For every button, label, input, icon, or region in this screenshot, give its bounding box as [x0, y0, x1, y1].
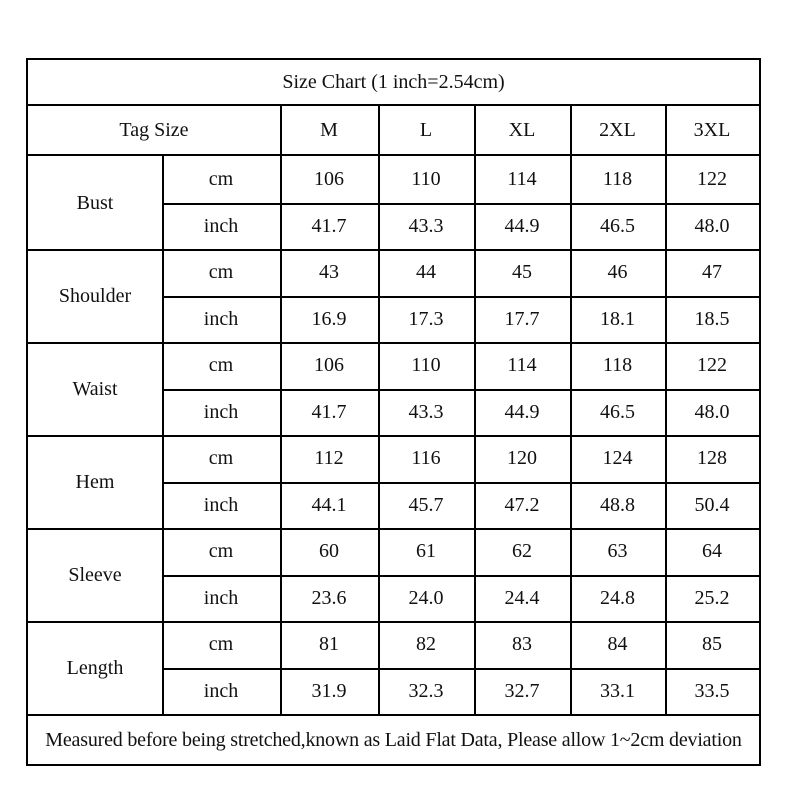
tag-size-label: Tag Size: [119, 119, 189, 141]
unit-label-cm: cm: [208, 261, 234, 284]
table-title: Size Chart (1 inch=2.54cm): [282, 71, 505, 93]
value-cell: 64: [702, 540, 722, 563]
value-cell: 118: [602, 354, 633, 377]
unit-label-cm: cm: [208, 168, 234, 191]
unit-label-cm: cm: [208, 354, 234, 377]
footer-note: Measured before being stretched,known as Laid Flat Data, Please allow 1~2cm deviation: [45, 729, 742, 751]
value-cell: 45.7: [408, 493, 444, 516]
value-cell: 24.8: [600, 586, 635, 609]
value-cell: 61: [416, 540, 436, 563]
value-cell: 124: [602, 447, 633, 470]
measurement-label-hem: Hem: [75, 470, 115, 493]
vertical-rule: [665, 106, 667, 714]
value-cell: 16.9: [311, 307, 347, 330]
size-header-l: L: [419, 119, 433, 141]
size-header-3xl: 3XL: [693, 119, 731, 141]
unit-label-cm: cm: [208, 633, 234, 656]
value-cell: 85: [702, 633, 722, 656]
value-cell: 45: [512, 261, 532, 284]
value-cell: 106: [314, 354, 344, 377]
vertical-rule: [474, 106, 476, 714]
vertical-rule: [280, 106, 282, 714]
value-cell: 48.0: [694, 214, 730, 237]
value-cell: 106: [314, 168, 344, 191]
unit-label-inch: inch: [203, 400, 239, 423]
value-cell: 24.0: [408, 586, 444, 609]
value-cell: 47: [702, 261, 722, 284]
unit-label-inch: inch: [203, 679, 239, 702]
unit-label-inch: inch: [203, 586, 239, 609]
value-cell: 48.8: [600, 493, 635, 516]
value-cell: 44.9: [504, 214, 540, 237]
unit-label-inch: inch: [203, 214, 239, 237]
unit-label-inch: inch: [203, 307, 239, 330]
value-cell: 83: [512, 633, 532, 656]
value-cell: 110: [411, 168, 441, 191]
value-cell: 48.0: [694, 400, 730, 423]
unit-label-cm: cm: [208, 447, 234, 470]
measurement-label-length: Length: [66, 656, 124, 679]
value-cell: 120: [507, 447, 537, 470]
value-cell: 46.5: [600, 400, 635, 423]
value-cell: 62: [512, 540, 532, 563]
size-chart-table: [26, 58, 761, 766]
value-cell: 81: [319, 633, 339, 656]
value-cell: 46.5: [600, 214, 635, 237]
value-cell: 33.5: [694, 679, 730, 702]
measurement-label-bust: Bust: [76, 191, 114, 214]
value-cell: 110: [411, 354, 441, 377]
value-cell: 82: [416, 633, 436, 656]
value-cell: 114: [507, 354, 537, 377]
value-cell: 112: [314, 447, 344, 470]
value-cell: 33.1: [600, 679, 635, 702]
value-cell: 116: [411, 447, 441, 470]
value-cell: 44.1: [311, 493, 347, 516]
measurement-label-shoulder: Shoulder: [58, 284, 132, 307]
value-cell: 122: [697, 168, 727, 191]
vertical-rule: [162, 156, 164, 714]
value-cell: 50.4: [694, 493, 730, 516]
value-cell: 118: [602, 168, 633, 191]
value-cell: 31.9: [311, 679, 347, 702]
value-cell: 47.2: [504, 493, 540, 516]
value-cell: 44: [416, 261, 436, 284]
value-cell: 84: [607, 633, 628, 656]
value-cell: 24.4: [504, 586, 540, 609]
measurement-label-sleeve: Sleeve: [68, 563, 122, 586]
vertical-rule: [378, 106, 380, 714]
unit-label-inch: inch: [203, 493, 239, 516]
size-header-m: M: [320, 119, 338, 141]
value-cell: 32.7: [504, 679, 540, 702]
value-cell: 17.7: [504, 307, 540, 330]
value-cell: 25.2: [694, 586, 730, 609]
value-cell: 32.3: [408, 679, 444, 702]
value-cell: 17.3: [408, 307, 444, 330]
value-cell: 43.3: [408, 400, 444, 423]
value-cell: 23.6: [311, 586, 347, 609]
value-cell: 128: [697, 447, 727, 470]
unit-label-cm: cm: [208, 540, 234, 563]
value-cell: 63: [607, 540, 628, 563]
value-cell: 122: [697, 354, 727, 377]
value-cell: 18.1: [600, 307, 635, 330]
value-cell: 114: [507, 168, 537, 191]
vertical-rule: [570, 106, 572, 714]
value-cell: 60: [319, 540, 339, 563]
value-cell: 41.7: [311, 214, 347, 237]
size-header-2xl: 2XL: [599, 119, 636, 141]
measurement-label-waist: Waist: [72, 377, 118, 400]
value-cell: 44.9: [504, 400, 540, 423]
value-cell: 43: [319, 261, 339, 284]
value-cell: 41.7: [311, 400, 347, 423]
size-header-xl: XL: [508, 119, 536, 141]
value-cell: 18.5: [694, 307, 730, 330]
value-cell: 43.3: [408, 214, 444, 237]
value-cell: 46: [607, 261, 628, 284]
